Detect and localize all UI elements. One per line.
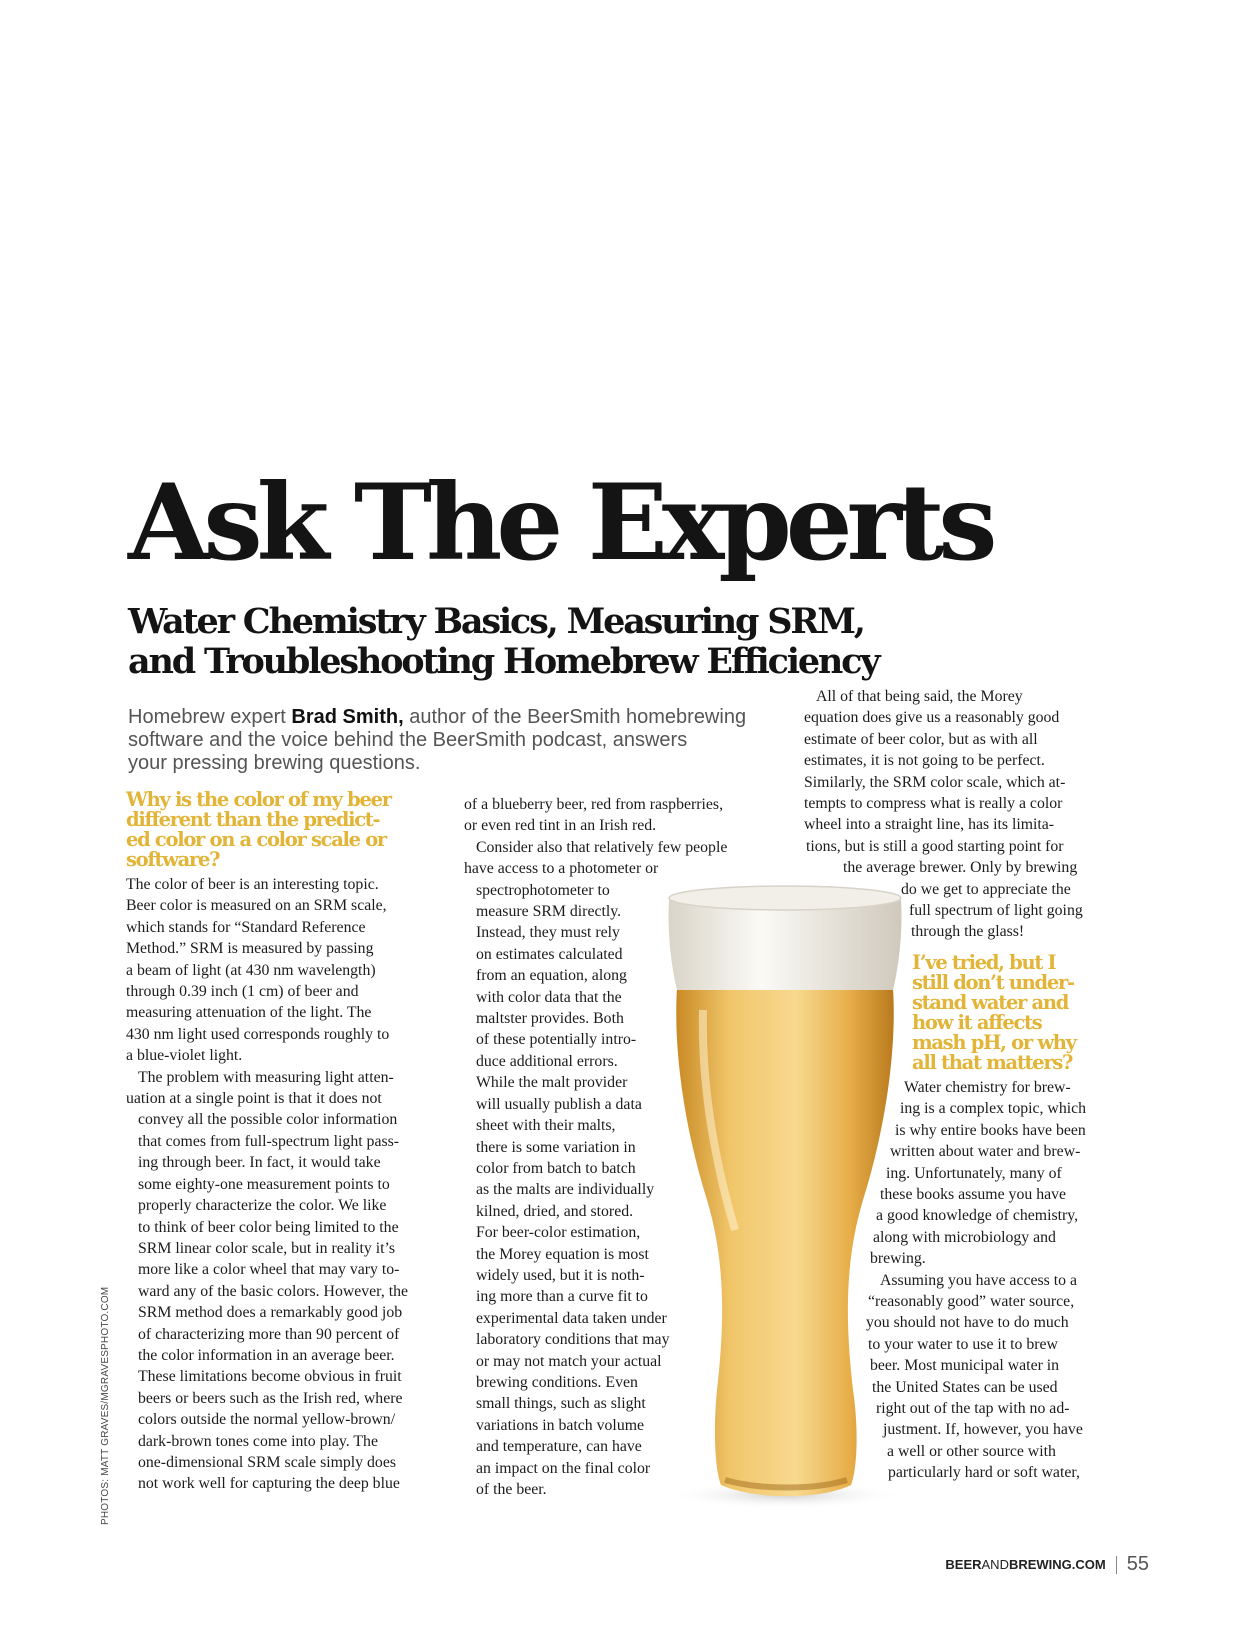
site-name-part: BREWING.COM (1008, 1557, 1106, 1572)
text-line: spectrophotometer to (476, 881, 610, 899)
text-line: Similarly, the SRM color scale, which at- (804, 773, 1066, 791)
text-line: that comes from full-spectrum light pass- (138, 1132, 400, 1150)
question-line: all that matters? (912, 1050, 1073, 1074)
text-line: small things, such as slight (476, 1395, 646, 1413)
text-line: All of that being said, the Morey (816, 688, 1023, 705)
text-line: these books assume you have (880, 1185, 1067, 1203)
text-line: colors outside the normal yellow-brown/ (138, 1411, 396, 1429)
question-line: ed color on a color scale or (126, 828, 386, 851)
text-line: estimate of beer color, but as with all (804, 730, 1038, 748)
text-line: measure SRM directly. (476, 903, 622, 921)
text-line: sheet with their malts, (476, 1117, 616, 1135)
text-line: Assuming you have access to a (880, 1271, 1077, 1289)
text-line: “reasonably good” water source, (868, 1292, 1075, 1310)
site-name-part: BEER (945, 1557, 982, 1572)
text-line: beers or beers such as the Irish red, where (138, 1389, 403, 1407)
intro-deck (128, 706, 768, 775)
text-line: and temperature, can have (476, 1438, 642, 1456)
text-line: uation at a single point is that it does not (126, 1090, 382, 1108)
text-line: convey all the possible color information (138, 1111, 398, 1129)
text-line: ing more than a curve fit to (476, 1288, 648, 1306)
text-line: These limitations become obvious in fruit (138, 1368, 402, 1386)
text-line: While the malt provider (476, 1074, 628, 1092)
question-line: how it affects (912, 1010, 1042, 1034)
text-line: Water chemistry for brew- (904, 1078, 1071, 1096)
paragraph (126, 1067, 446, 1367)
question-line: stand water and (912, 990, 1069, 1014)
text-line: duce additional errors. (476, 1052, 618, 1070)
text-line: 430 nm light used corresponds roughly to (126, 1025, 390, 1043)
text-line: dark-brown tones come into play. The (138, 1432, 378, 1450)
page-footer (945, 1553, 1149, 1576)
text-line: tempts to compress what is really a color (804, 795, 1063, 813)
text-line: widely used, but it is noth- (476, 1266, 645, 1284)
question-heading (126, 790, 446, 870)
text-line: maltster provides. Both (476, 1010, 624, 1028)
paragraph (126, 874, 446, 1067)
text-line: variations in batch volume (476, 1416, 645, 1434)
page-title: Ask The Experts (128, 460, 992, 584)
paragraph (464, 1072, 784, 1500)
site-name-part: AND (981, 1557, 1009, 1572)
paragraph (800, 686, 1130, 943)
intro-text: author of the BeerSmith homebrewing (403, 706, 747, 728)
column-3 (800, 686, 1130, 1484)
paragraph (464, 794, 784, 837)
text-line: color from batch to batch (476, 1159, 636, 1177)
text-line: with color data that the (476, 988, 622, 1006)
question-line: I’ve tried, but I (912, 950, 1056, 974)
photo-credit: PHOTOS: MATT GRAVES/MGRAVESPHOTO.COM (100, 1286, 111, 1525)
text-line: is why entire books have been (895, 1121, 1086, 1139)
text-line: the color information in an average beer. (138, 1346, 395, 1364)
text-line: from an equation, along (476, 967, 627, 985)
text-line: as the malts are individually (476, 1181, 655, 1199)
author-name: Brad Smith, (291, 706, 404, 728)
text-line: ing is a complex topic, which (900, 1100, 1087, 1118)
text-line: measuring attenuation of the light. The (126, 1004, 372, 1022)
intro-text: software and the voice behind the BeerSmith podcast, answers (128, 729, 688, 751)
text-line: of the beer. (476, 1481, 547, 1498)
page-subtitle (128, 602, 1128, 682)
subtitle-line: Water Chemistry Basics, Measuring SRM, (128, 601, 864, 642)
text-line: there is some variation in (476, 1138, 636, 1156)
page-number: 55 (1126, 1553, 1149, 1575)
text-line: Instead, they must rely (476, 924, 620, 942)
text-line: full spectrum of light going (909, 902, 1083, 920)
text-line: to think of beer color being limited to the (138, 1218, 399, 1236)
text-line: which stands for “Standard Reference (126, 918, 366, 936)
text-line: an impact on the final color (476, 1459, 651, 1477)
text-line: of characterizing more than 90 percent of (138, 1325, 400, 1343)
text-line: ward any of the basic colors. However, the (138, 1282, 409, 1300)
paragraph (800, 1077, 1130, 1270)
paragraph (464, 837, 784, 1072)
paragraph (126, 1366, 446, 1494)
text-line: For beer-color estimation, (476, 1224, 641, 1242)
text-line: tions, but is still a good starting point for (806, 837, 1064, 855)
text-line: particularly hard or soft water, (888, 1464, 1080, 1482)
text-line: ing through beer. In fact, it would take (138, 1154, 381, 1172)
text-line: more like a color wheel that may vary to- (138, 1261, 400, 1279)
text-line: a well or other source with (887, 1442, 1056, 1460)
text-line: or even red tint in an Irish red. (464, 817, 657, 835)
text-line: justment. If, however, you have (883, 1421, 1083, 1439)
text-line: a beam of light (at 430 nm wavelength) (126, 961, 376, 979)
text-line: a blue-violet light. (126, 1047, 243, 1065)
text-line: along with microbiology and (873, 1228, 1056, 1246)
text-line: to your water to use it to brew (868, 1335, 1058, 1353)
text-line: The color of beer is an interesting topic. (126, 876, 379, 893)
text-line: will usually publish a data (476, 1095, 642, 1113)
text-line: written about water and brew- (890, 1143, 1081, 1161)
question-line: still don’t under- (912, 970, 1074, 994)
text-line: the average brewer. Only by brewing (843, 859, 1078, 877)
text-line: SRM linear color scale, but in reality it’s (138, 1239, 396, 1257)
text-line: beer. Most municipal water in (870, 1357, 1060, 1375)
text-line: brewing. (870, 1250, 926, 1268)
text-line: laboratory conditions that may (476, 1331, 670, 1349)
text-line: the Morey equation is most (476, 1245, 649, 1263)
text-line: Beer color is measured on an SRM scale, (126, 897, 387, 915)
column-1 (126, 790, 446, 1495)
text-line: you should not have to do much (866, 1314, 1069, 1332)
text-line: Method.” SRM is measured by passing (126, 940, 374, 958)
text-line: one-dimensional SRM scale simply does (138, 1453, 396, 1471)
column-2 (464, 794, 784, 1500)
text-line: have access to a photometer or (464, 860, 659, 878)
text-line: not work well for capturing the deep blue (138, 1475, 400, 1493)
text-line: of these potentially intro- (476, 1031, 637, 1049)
intro-text: Homebrew expert (128, 706, 292, 728)
text-line: some eighty-one measurement points to (138, 1175, 390, 1193)
text-line: The problem with measuring light atten- (138, 1068, 394, 1086)
text-line: brewing conditions. Even (476, 1373, 638, 1391)
text-line: through the glass! (911, 923, 1025, 941)
text-line: estimates, it is not going to be perfect. (804, 752, 1045, 770)
text-line: kilned, dried, and stored. (476, 1202, 634, 1220)
text-line: a good knowledge of chemistry, (876, 1207, 1079, 1225)
question-line: different than the predict- (126, 808, 380, 831)
text-line: on estimates calculated (476, 945, 623, 963)
paragraph (800, 1270, 1130, 1484)
question-line: software? (126, 848, 220, 871)
intro-text: your pressing brewing questions. (128, 752, 421, 774)
text-line: or may not match your actual (476, 1352, 662, 1370)
text-line: the United States can be used (872, 1378, 1058, 1396)
subtitle-line: and Troubleshooting Homebrew Efficiency (128, 641, 879, 682)
question-heading (912, 950, 1130, 1074)
text-line: properly characterize the color. We like (138, 1197, 387, 1215)
text-line: SRM method does a remarkably good job (138, 1304, 403, 1322)
text-line: Consider also that relatively few people (476, 838, 728, 856)
text-line: ing. Unfortunately, many of (886, 1164, 1062, 1182)
text-line: experimental data taken under (476, 1309, 667, 1327)
text-line: equation does give us a reasonably good (804, 709, 1060, 727)
text-line: do we get to appreciate the (901, 880, 1071, 898)
site-name (945, 1557, 1105, 1572)
question-line: mash pH, or why (912, 1030, 1076, 1054)
footer-divider (1116, 1556, 1117, 1574)
text-line: through 0.39 inch (1 cm) of beer and (126, 983, 359, 1001)
text-line: wheel into a straight line, has its limita- (804, 816, 1055, 834)
text-line: right out of the tap with no ad- (876, 1399, 1070, 1417)
question-line: Why is the color of my beer (126, 788, 391, 811)
text-line: of a blueberry beer, red from raspberries, (464, 796, 724, 813)
